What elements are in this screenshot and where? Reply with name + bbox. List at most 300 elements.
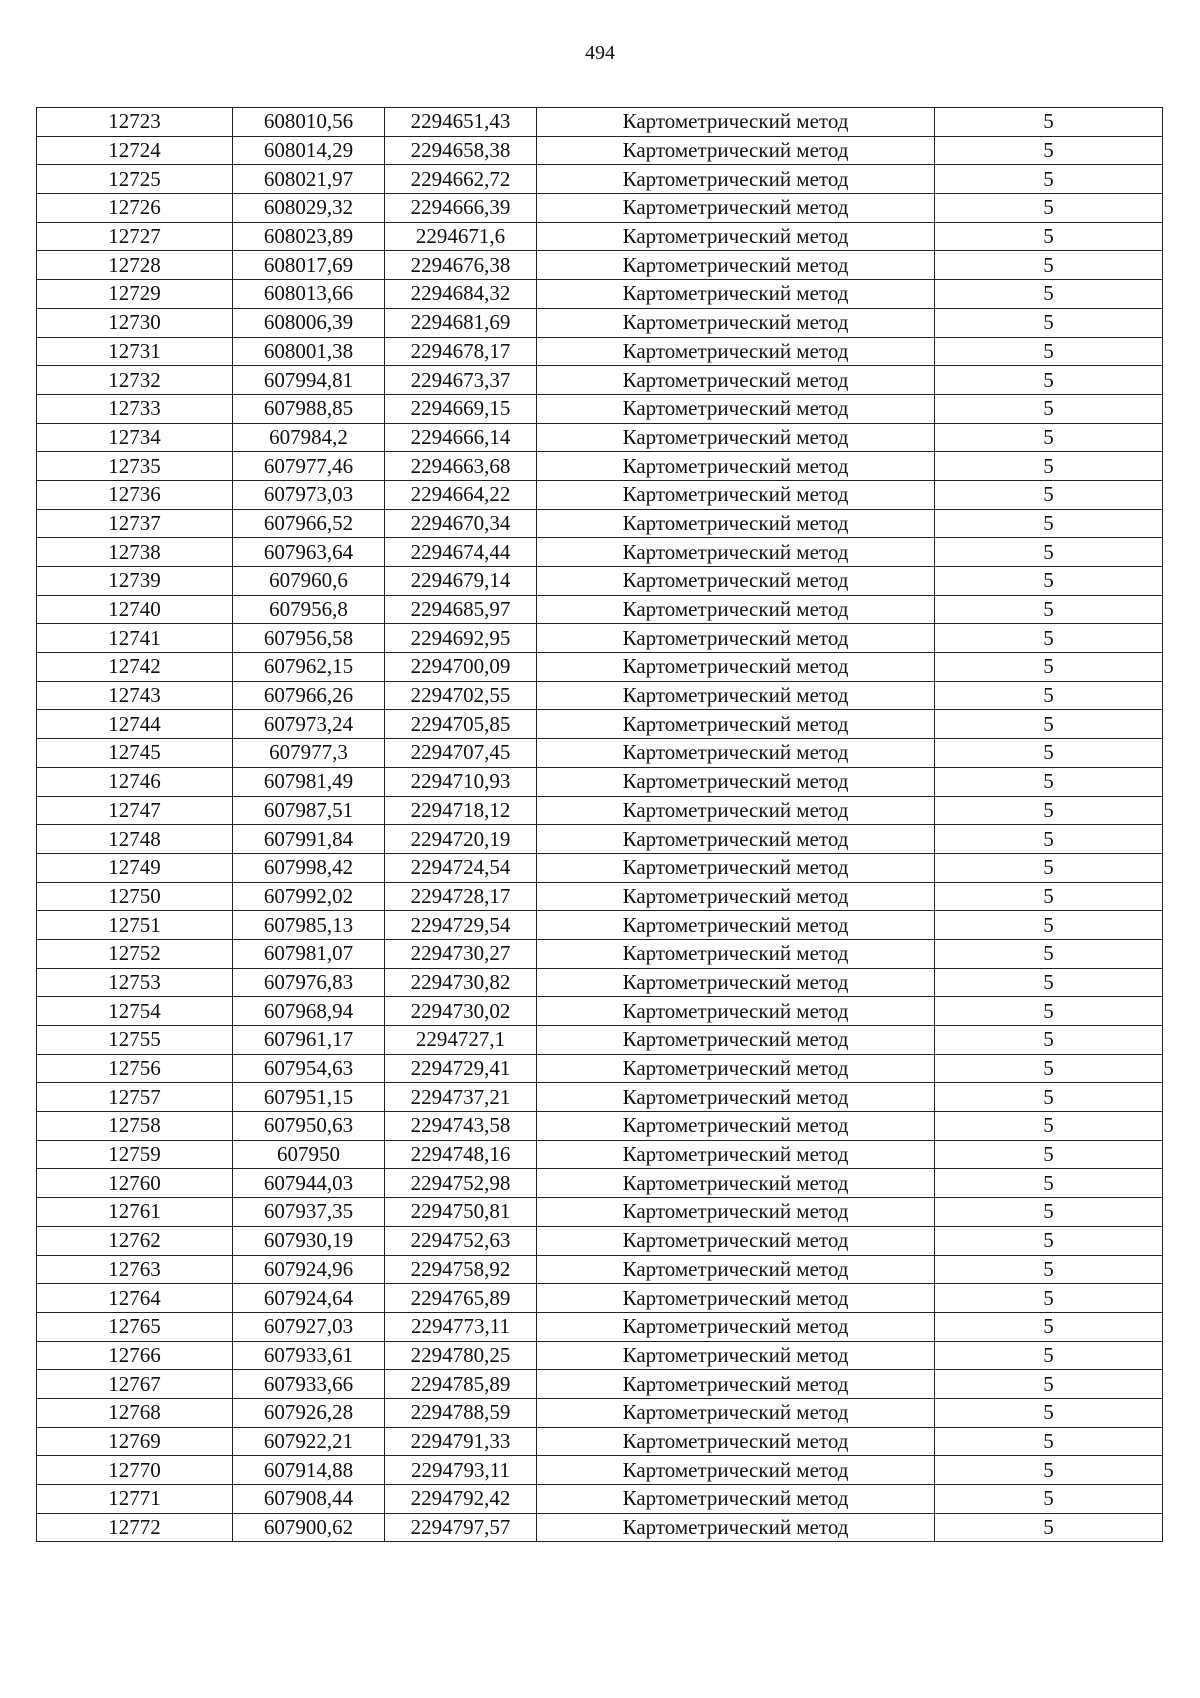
table-row [37,796,1163,825]
page-number: 494 [585,42,615,64]
table-row [37,595,1163,624]
point-number-cell: 12742 [37,653,233,682]
point-number-cell: 12740 [37,595,233,624]
point-number-cell: 12746 [37,767,233,796]
method-cell: Картометрический метод [537,1513,935,1542]
point-number-cell: 12727 [37,222,233,251]
y-coordinate-cell: 2294730,02 [385,997,537,1026]
coordinates-table [36,107,1163,1542]
table-row [37,653,1163,682]
method-cell: Картометрический метод [537,1226,935,1255]
accuracy-cell: 5 [935,480,1163,509]
point-number-cell: 12756 [37,1054,233,1083]
y-coordinate-cell: 2294788,59 [385,1398,537,1427]
accuracy-cell: 5 [935,1255,1163,1284]
accuracy-cell: 5 [935,1054,1163,1083]
point-number-cell: 12764 [37,1284,233,1313]
y-coordinate-cell: 2294685,97 [385,595,537,624]
table-row [37,1341,1163,1370]
y-coordinate-cell: 2294710,93 [385,767,537,796]
accuracy-cell: 5 [935,452,1163,481]
x-coordinate-cell: 608001,38 [233,337,385,366]
y-coordinate-cell: 2294752,98 [385,1169,537,1198]
point-number-cell: 12745 [37,739,233,768]
table-row [37,452,1163,481]
method-cell: Картометрический метод [537,366,935,395]
y-coordinate-cell: 2294729,41 [385,1054,537,1083]
accuracy-cell: 5 [935,509,1163,538]
point-number-cell: 12757 [37,1083,233,1112]
point-number-cell: 12735 [37,452,233,481]
table-row [37,1485,1163,1514]
table-row [37,251,1163,280]
x-coordinate-cell: 607966,52 [233,509,385,538]
y-coordinate-cell: 2294752,63 [385,1226,537,1255]
y-coordinate-cell: 2294797,57 [385,1513,537,1542]
y-coordinate-cell: 2294681,69 [385,308,537,337]
y-coordinate-cell: 2294692,95 [385,624,537,653]
x-coordinate-cell: 607966,26 [233,681,385,710]
method-cell: Картометрический метод [537,1112,935,1141]
table-row [37,1255,1163,1284]
method-cell: Картометрический метод [537,280,935,309]
accuracy-cell: 5 [935,739,1163,768]
x-coordinate-cell: 607914,88 [233,1456,385,1485]
method-cell: Картометрический метод [537,480,935,509]
accuracy-cell: 5 [935,767,1163,796]
table-row [37,222,1163,251]
method-cell: Картометрический метод [537,853,935,882]
table-row [37,308,1163,337]
point-number-cell: 12760 [37,1169,233,1198]
method-cell: Картометрический метод [537,222,935,251]
table-row [37,997,1163,1026]
table-row [37,767,1163,796]
x-coordinate-cell: 607987,51 [233,796,385,825]
point-number-cell: 12739 [37,567,233,596]
method-cell: Картометрический метод [537,739,935,768]
table-row [37,1054,1163,1083]
y-coordinate-cell: 2294718,12 [385,796,537,825]
method-cell: Картометрический метод [537,911,935,940]
x-coordinate-cell: 608017,69 [233,251,385,280]
y-coordinate-cell: 2294780,25 [385,1341,537,1370]
y-coordinate-cell: 2294793,11 [385,1456,537,1485]
point-number-cell: 12724 [37,136,233,165]
table-row [37,882,1163,911]
accuracy-cell: 5 [935,1140,1163,1169]
accuracy-cell: 5 [935,366,1163,395]
accuracy-cell: 5 [935,280,1163,309]
y-coordinate-cell: 2294658,38 [385,136,537,165]
table-row [37,280,1163,309]
table-row [37,624,1163,653]
table-row [37,1284,1163,1313]
method-cell: Картометрический метод [537,567,935,596]
table-row [37,1198,1163,1227]
accuracy-cell: 5 [935,394,1163,423]
table-row [37,394,1163,423]
method-cell: Картометрический метод [537,939,935,968]
method-cell: Картометрический метод [537,165,935,194]
x-coordinate-cell: 607924,96 [233,1255,385,1284]
method-cell: Картометрический метод [537,1198,935,1227]
x-coordinate-cell: 607963,64 [233,538,385,567]
method-cell: Картометрический метод [537,136,935,165]
x-coordinate-cell: 608006,39 [233,308,385,337]
accuracy-cell: 5 [935,1026,1163,1055]
accuracy-cell: 5 [935,1370,1163,1399]
method-cell: Картометрический метод [537,337,935,366]
accuracy-cell: 5 [935,194,1163,223]
x-coordinate-cell: 607977,46 [233,452,385,481]
coordinates-table-body [37,108,1163,1542]
x-coordinate-cell: 607998,42 [233,853,385,882]
x-coordinate-cell: 607968,94 [233,997,385,1026]
method-cell: Картометрический метод [537,681,935,710]
method-cell: Картометрический метод [537,509,935,538]
x-coordinate-cell: 607961,17 [233,1026,385,1055]
x-coordinate-cell: 607992,02 [233,882,385,911]
y-coordinate-cell: 2294792,42 [385,1485,537,1514]
point-number-cell: 12772 [37,1513,233,1542]
method-cell: Картометрический метод [537,1398,935,1427]
method-cell: Картометрический метод [537,1255,935,1284]
point-number-cell: 12741 [37,624,233,653]
method-cell: Картометрический метод [537,710,935,739]
x-coordinate-cell: 608021,97 [233,165,385,194]
y-coordinate-cell: 2294684,32 [385,280,537,309]
y-coordinate-cell: 2294758,92 [385,1255,537,1284]
x-coordinate-cell: 607981,07 [233,939,385,968]
y-coordinate-cell: 2294664,22 [385,480,537,509]
point-number-cell: 12725 [37,165,233,194]
method-cell: Картометрический метод [537,997,935,1026]
point-number-cell: 12750 [37,882,233,911]
y-coordinate-cell: 2294666,39 [385,194,537,223]
x-coordinate-cell: 607924,64 [233,1284,385,1313]
table-row [37,710,1163,739]
point-number-cell: 12748 [37,825,233,854]
point-number-cell: 12747 [37,796,233,825]
y-coordinate-cell: 2294748,16 [385,1140,537,1169]
method-cell: Картометрический метод [537,595,935,624]
method-cell: Картометрический метод [537,108,935,137]
method-cell: Картометрический метод [537,1083,935,1112]
table-row [37,108,1163,137]
accuracy-cell: 5 [935,308,1163,337]
point-number-cell: 12761 [37,1198,233,1227]
accuracy-cell: 5 [935,251,1163,280]
y-coordinate-cell: 2294676,38 [385,251,537,280]
accuracy-cell: 5 [935,853,1163,882]
x-coordinate-cell: 607951,15 [233,1083,385,1112]
x-coordinate-cell: 607933,66 [233,1370,385,1399]
table-row [37,1513,1163,1542]
accuracy-cell: 5 [935,653,1163,682]
accuracy-cell: 5 [935,1312,1163,1341]
accuracy-cell: 5 [935,595,1163,624]
method-cell: Картометрический метод [537,1341,935,1370]
accuracy-cell: 5 [935,1226,1163,1255]
table-row [37,538,1163,567]
table-row [37,1456,1163,1485]
x-coordinate-cell: 607950 [233,1140,385,1169]
point-number-cell: 12753 [37,968,233,997]
accuracy-cell: 5 [935,825,1163,854]
table-row [37,194,1163,223]
y-coordinate-cell: 2294729,54 [385,911,537,940]
x-coordinate-cell: 607976,83 [233,968,385,997]
method-cell: Картометрический метод [537,538,935,567]
accuracy-cell: 5 [935,538,1163,567]
accuracy-cell: 5 [935,997,1163,1026]
method-cell: Картометрический метод [537,308,935,337]
y-coordinate-cell: 2294705,85 [385,710,537,739]
y-coordinate-cell: 2294724,54 [385,853,537,882]
method-cell: Картометрический метод [537,394,935,423]
y-coordinate-cell: 2294727,1 [385,1026,537,1055]
y-coordinate-cell: 2294765,89 [385,1284,537,1313]
accuracy-cell: 5 [935,796,1163,825]
point-number-cell: 12729 [37,280,233,309]
method-cell: Картометрический метод [537,452,935,481]
point-number-cell: 12771 [37,1485,233,1514]
accuracy-cell: 5 [935,1198,1163,1227]
accuracy-cell: 5 [935,911,1163,940]
x-coordinate-cell: 607973,24 [233,710,385,739]
table-row [37,1026,1163,1055]
x-coordinate-cell: 608010,56 [233,108,385,137]
y-coordinate-cell: 2294791,33 [385,1427,537,1456]
point-number-cell: 12737 [37,509,233,538]
method-cell: Картометрический метод [537,1026,935,1055]
table-row [37,1398,1163,1427]
table-row [37,337,1163,366]
point-number-cell: 12762 [37,1226,233,1255]
method-cell: Картометрический метод [537,825,935,854]
y-coordinate-cell: 2294662,72 [385,165,537,194]
y-coordinate-cell: 2294707,45 [385,739,537,768]
x-coordinate-cell: 607954,63 [233,1054,385,1083]
x-coordinate-cell: 607922,21 [233,1427,385,1456]
point-number-cell: 12733 [37,394,233,423]
x-coordinate-cell: 607900,62 [233,1513,385,1542]
y-coordinate-cell: 2294663,68 [385,452,537,481]
x-coordinate-cell: 607930,19 [233,1226,385,1255]
x-coordinate-cell: 607908,44 [233,1485,385,1514]
accuracy-cell: 5 [935,1456,1163,1485]
table-row [37,825,1163,854]
accuracy-cell: 5 [935,222,1163,251]
table-row [37,1370,1163,1399]
y-coordinate-cell: 2294674,44 [385,538,537,567]
point-number-cell: 12769 [37,1427,233,1456]
accuracy-cell: 5 [935,1398,1163,1427]
y-coordinate-cell: 2294670,34 [385,509,537,538]
table-row [37,968,1163,997]
table-row [37,1312,1163,1341]
accuracy-cell: 5 [935,423,1163,452]
method-cell: Картометрический метод [537,968,935,997]
point-number-cell: 12751 [37,911,233,940]
x-coordinate-cell: 607962,15 [233,653,385,682]
x-coordinate-cell: 608023,89 [233,222,385,251]
y-coordinate-cell: 2294679,14 [385,567,537,596]
x-coordinate-cell: 607973,03 [233,480,385,509]
method-cell: Картометрический метод [537,882,935,911]
table-row [37,509,1163,538]
point-number-cell: 12731 [37,337,233,366]
method-cell: Картометрический метод [537,251,935,280]
table-row [37,366,1163,395]
method-cell: Картометрический метод [537,796,935,825]
accuracy-cell: 5 [935,1513,1163,1542]
method-cell: Картометрический метод [537,653,935,682]
point-number-cell: 12770 [37,1456,233,1485]
table-row [37,136,1163,165]
x-coordinate-cell: 608014,29 [233,136,385,165]
point-number-cell: 12736 [37,480,233,509]
accuracy-cell: 5 [935,968,1163,997]
y-coordinate-cell: 2294671,6 [385,222,537,251]
y-coordinate-cell: 2294737,21 [385,1083,537,1112]
x-coordinate-cell: 607926,28 [233,1398,385,1427]
accuracy-cell: 5 [935,1341,1163,1370]
point-number-cell: 12766 [37,1341,233,1370]
method-cell: Картометрический метод [537,1169,935,1198]
accuracy-cell: 5 [935,1284,1163,1313]
accuracy-cell: 5 [935,136,1163,165]
method-cell: Картометрический метод [537,1370,935,1399]
accuracy-cell: 5 [935,939,1163,968]
method-cell: Картометрический метод [537,1485,935,1514]
accuracy-cell: 5 [935,567,1163,596]
point-number-cell: 12752 [37,939,233,968]
accuracy-cell: 5 [935,710,1163,739]
accuracy-cell: 5 [935,1427,1163,1456]
table-row [37,1140,1163,1169]
point-number-cell: 12730 [37,308,233,337]
method-cell: Картометрический метод [537,767,935,796]
table-row [37,681,1163,710]
table-row [37,1169,1163,1198]
method-cell: Картометрический метод [537,1140,935,1169]
x-coordinate-cell: 607988,85 [233,394,385,423]
point-number-cell: 12726 [37,194,233,223]
x-coordinate-cell: 607991,84 [233,825,385,854]
accuracy-cell: 5 [935,108,1163,137]
y-coordinate-cell: 2294743,58 [385,1112,537,1141]
x-coordinate-cell: 608013,66 [233,280,385,309]
point-number-cell: 12755 [37,1026,233,1055]
accuracy-cell: 5 [935,1169,1163,1198]
point-number-cell: 12743 [37,681,233,710]
table-row [37,1226,1163,1255]
table-row [37,853,1163,882]
accuracy-cell: 5 [935,1485,1163,1514]
y-coordinate-cell: 2294702,55 [385,681,537,710]
method-cell: Картометрический метод [537,1054,935,1083]
y-coordinate-cell: 2294730,27 [385,939,537,968]
x-coordinate-cell: 607937,35 [233,1198,385,1227]
table-row [37,739,1163,768]
x-coordinate-cell: 607977,3 [233,739,385,768]
point-number-cell: 12749 [37,853,233,882]
point-number-cell: 12728 [37,251,233,280]
y-coordinate-cell: 2294730,82 [385,968,537,997]
x-coordinate-cell: 607985,13 [233,911,385,940]
point-number-cell: 12744 [37,710,233,739]
y-coordinate-cell: 2294785,89 [385,1370,537,1399]
table-row [37,165,1163,194]
method-cell: Картометрический метод [537,423,935,452]
point-number-cell: 12768 [37,1398,233,1427]
table-row [37,1083,1163,1112]
point-number-cell: 12759 [37,1140,233,1169]
table-row [37,1112,1163,1141]
y-coordinate-cell: 2294773,11 [385,1312,537,1341]
table-row [37,423,1163,452]
y-coordinate-cell: 2294700,09 [385,653,537,682]
accuracy-cell: 5 [935,337,1163,366]
point-number-cell: 12732 [37,366,233,395]
x-coordinate-cell: 607956,58 [233,624,385,653]
point-number-cell: 12738 [37,538,233,567]
point-number-cell: 12754 [37,997,233,1026]
table-row [37,1427,1163,1456]
method-cell: Картометрический метод [537,194,935,223]
method-cell: Картометрический метод [537,1427,935,1456]
method-cell: Картометрический метод [537,1456,935,1485]
point-number-cell: 12765 [37,1312,233,1341]
x-coordinate-cell: 607994,81 [233,366,385,395]
method-cell: Картометрический метод [537,1312,935,1341]
x-coordinate-cell: 607960,6 [233,567,385,596]
y-coordinate-cell: 2294678,17 [385,337,537,366]
y-coordinate-cell: 2294673,37 [385,366,537,395]
x-coordinate-cell: 607927,03 [233,1312,385,1341]
accuracy-cell: 5 [935,1112,1163,1141]
y-coordinate-cell: 2294720,19 [385,825,537,854]
y-coordinate-cell: 2294750,81 [385,1198,537,1227]
point-number-cell: 12734 [37,423,233,452]
accuracy-cell: 5 [935,882,1163,911]
accuracy-cell: 5 [935,681,1163,710]
table-row [37,939,1163,968]
x-coordinate-cell: 607950,63 [233,1112,385,1141]
accuracy-cell: 5 [935,1083,1163,1112]
table-row [37,567,1163,596]
x-coordinate-cell: 607984,2 [233,423,385,452]
table-row [37,911,1163,940]
x-coordinate-cell: 607933,61 [233,1341,385,1370]
y-coordinate-cell: 2294666,14 [385,423,537,452]
point-number-cell: 12763 [37,1255,233,1284]
accuracy-cell: 5 [935,624,1163,653]
y-coordinate-cell: 2294651,43 [385,108,537,137]
point-number-cell: 12767 [37,1370,233,1399]
accuracy-cell: 5 [935,165,1163,194]
point-number-cell: 12758 [37,1112,233,1141]
y-coordinate-cell: 2294728,17 [385,882,537,911]
point-number-cell: 12723 [37,108,233,137]
x-coordinate-cell: 607944,03 [233,1169,385,1198]
x-coordinate-cell: 608029,32 [233,194,385,223]
x-coordinate-cell: 607956,8 [233,595,385,624]
method-cell: Картометрический метод [537,1284,935,1313]
x-coordinate-cell: 607981,49 [233,767,385,796]
